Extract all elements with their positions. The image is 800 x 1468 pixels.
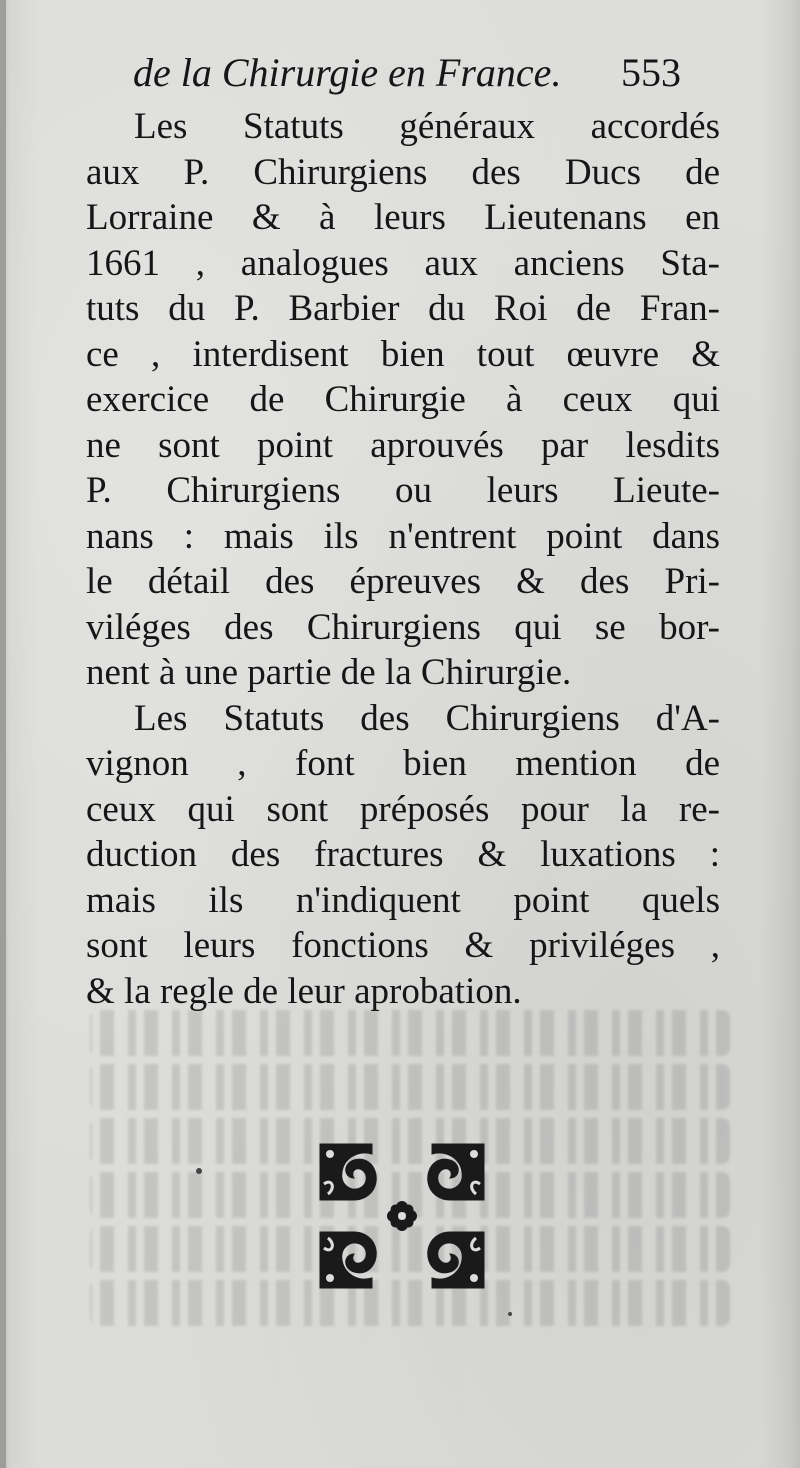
paragraph-avignon-statutes [86,696,720,1015]
ink-speck [508,1312,512,1316]
text-line: aux P. Chirurgiens des Ducs de [86,151,720,193]
page-number: 553 [621,50,681,95]
paragraph-lorraine-statutes [86,104,720,696]
ornament-bottom-left-icon [320,1232,376,1288]
fleuron-vignette-icon [314,1138,490,1294]
text-line: duction des fractures & luxations : [86,834,720,875]
text-line: ceux qui sont préposés pour la re- [86,788,720,830]
text-line: Lorraine & à leurs Lieutenans en [86,197,720,238]
text-line: tuts du P. Barbier du Roi de Fran- [86,288,720,329]
text-line: ce , interdisent bien tout œuvre & [86,333,720,375]
show-through-line [90,1064,730,1110]
page-header [0,48,800,98]
text-line: 1661 , analogues aux anciens Sta- [86,242,720,284]
text-line: sont leurs fonctions & priviléges , [86,925,720,966]
ornament-bottom-right-icon [428,1232,484,1288]
ornament-top-left-icon [320,1144,376,1200]
text-line: nent à une partie de la Chirurgie. [86,652,572,693]
text-line: mais ils n'indiquent point quels [86,879,720,921]
ornament-center-rosette-icon [388,1202,417,1231]
show-through-line [90,1010,730,1056]
text-line: exercice de Chirurgie à ceux qui [86,379,720,420]
body-text [86,104,720,1014]
ink-speck [196,1168,202,1174]
text-line: viléges des Chirurgiens qui se bor- [86,606,720,648]
text-line: le détail des épreuves & des Pri- [86,561,720,602]
text-line: & la regle de leur aprobation. [86,970,522,1012]
text-line: Les Statuts généraux accordés [134,106,720,147]
page-gutter-shadow [0,0,6,1468]
ornament-top-right-icon [428,1144,484,1200]
text-line: ne sont point aprouvés par lesdits [86,424,720,466]
text-line: nans : mais ils n'entrent point dans [86,515,720,557]
text-line: P. Chirurgiens ou leurs Lieute- [86,470,720,511]
text-line: Les Statuts des Chirurgiens d'A- [134,697,720,739]
running-title: de la Chirurgie en France. [133,50,562,95]
text-line: vignon , font bien mention de [86,743,720,784]
